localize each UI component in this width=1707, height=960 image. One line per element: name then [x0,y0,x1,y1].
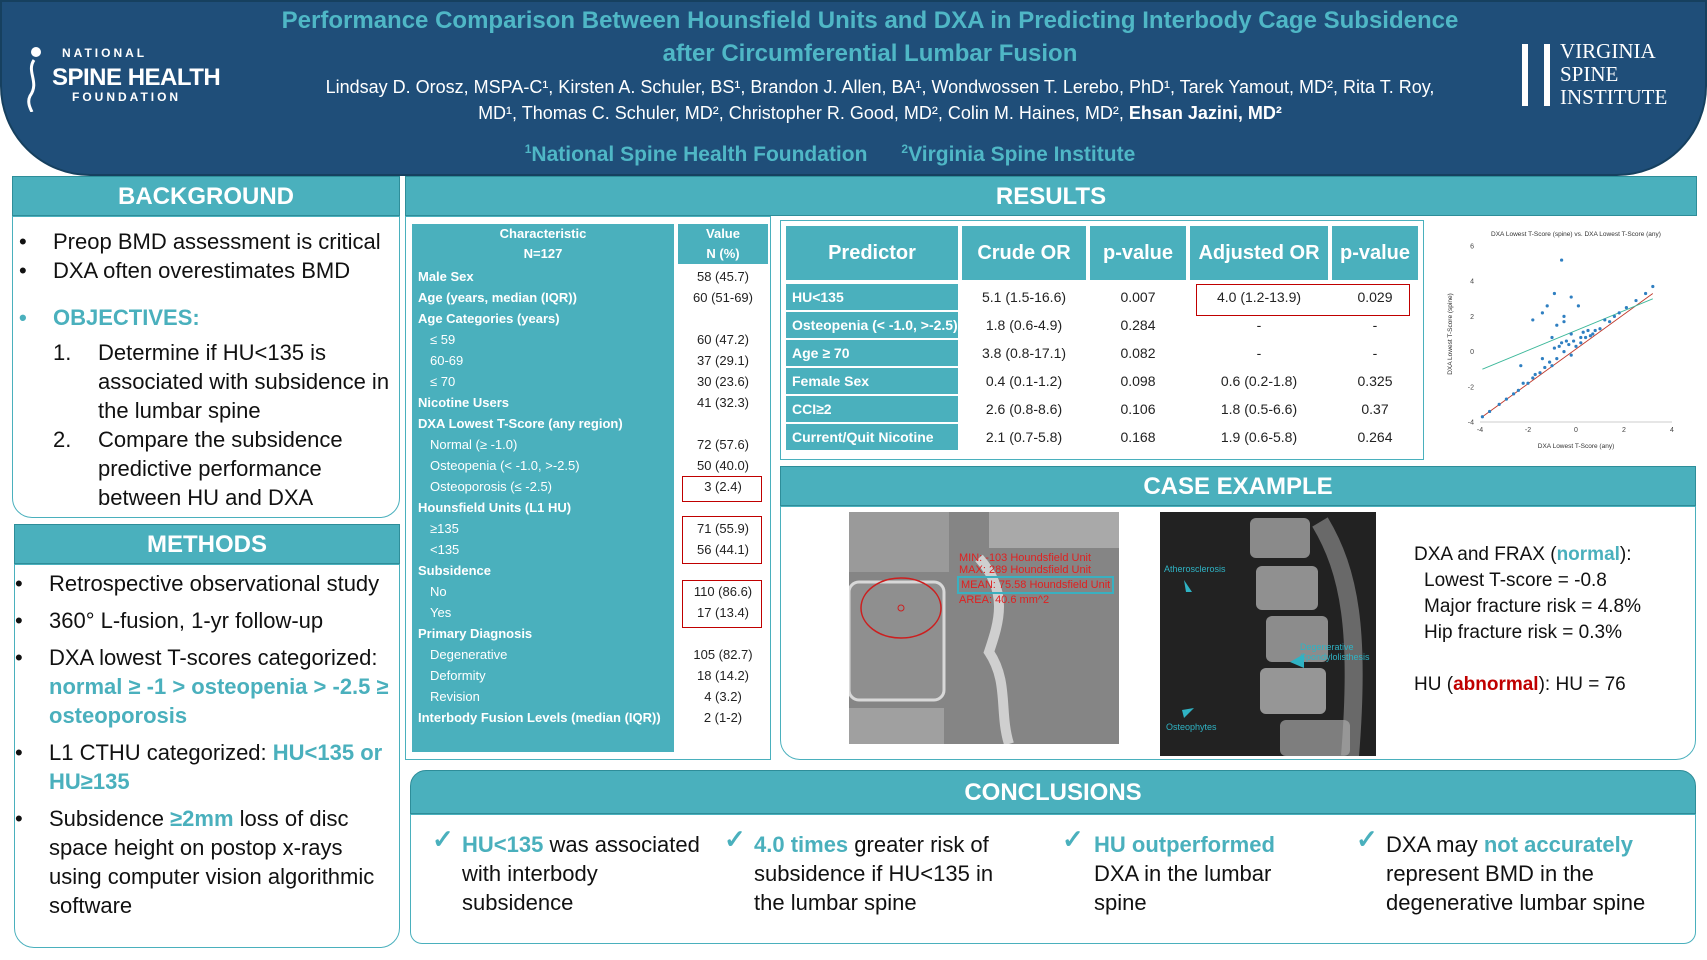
y-tick-label: -4 [1467,419,1474,427]
scatter-point [1608,320,1611,323]
scatter-point [1498,403,1501,406]
ct-scan-image [849,512,1119,744]
scatter-point [1558,345,1561,348]
demo-row [412,371,768,392]
ct-max-label: MAX: 289 Houndsfield Unit [959,564,1092,576]
or-cell: 0.264 [1357,429,1393,445]
or-header-adjusted: Adjusted OR [1190,226,1328,280]
demo-row-value: 60 (51-69) [693,290,753,305]
conclusion-2: 4.0 times greater risk of subsidence if HU<135 in the lumbar spine [754,832,994,915]
scatter-point [1555,324,1558,327]
demo-row-label: Yes [430,605,452,620]
demo-row-value: 56 (44.1) [696,542,750,557]
demo-row [412,665,768,686]
scatter-point [1517,389,1520,392]
scatter-point [1598,327,1601,330]
scatter-point [1555,357,1558,360]
logo-institute: INSTITUTE [1560,85,1668,109]
ct-vertebra-graphic [849,512,1119,744]
odds-ratio-table [786,226,1418,454]
scatter-point [1625,306,1628,309]
check-icon: ✓ [724,824,746,854]
scatter-point [1570,295,1573,298]
or-cell: 0.098 [1120,373,1156,389]
demo-row-value: 50 (40.0) [696,458,750,473]
demo-row [412,707,768,728]
scatter-point [1565,339,1568,342]
or-cell: 0.007 [1120,289,1156,305]
or-cell: 1.8 (0.5-6.6) [1220,401,1298,417]
demo-row-label: Revision [430,689,480,704]
y-tick-label: 0 [1470,349,1474,357]
or-predictor-label: Female Sex [786,368,958,394]
scatter-point [1526,382,1529,385]
scatter-point [1531,376,1534,379]
demo-row-value: 58 (45.7) [696,269,750,284]
scatter-point [1505,398,1508,401]
scatter-point [1548,361,1551,364]
scatter-point [1553,292,1556,295]
y-tick-label: 6 [1470,243,1474,251]
scatter-point [1613,315,1616,318]
demo-row [412,329,768,350]
scatter-point [1553,346,1556,349]
demo-row-value: 41 (32.3) [696,395,750,410]
x-tick-label: 0 [1574,427,1578,434]
demo-header-value: Value [706,226,740,241]
demo-row-label: No [430,584,447,599]
demo-row-label: <135 [430,542,460,557]
logo-virginia: VIRGINIA [1560,39,1656,63]
scatter-point [1634,299,1637,302]
tscore-scatter-chart [1440,226,1690,460]
or-cell: 0.106 [1120,401,1156,417]
demo-row-label: ≤ 70 [430,374,456,389]
or-cell: 2.1 (0.7-5.8) [985,429,1063,445]
or-header-predictor: Predictor [786,226,958,280]
demo-row-label: Deformity [430,668,486,683]
or-cell: 0.37 [1361,401,1389,417]
affil-1-sup: 1 [524,142,532,156]
or-cell: 0.4 (0.1-1.2) [985,373,1063,389]
objectives-heading: • OBJECTIVES: [13,303,399,332]
scatter-point [1579,336,1582,339]
demo-row [412,350,768,371]
poster-title [260,4,1480,70]
or-header-p2: p-value [1332,226,1418,280]
demo-row-value: 110 (86.6) [693,584,753,599]
scatter-point [1594,329,1597,332]
or-cell: - [1372,317,1378,333]
scatter-point [1531,318,1534,321]
demo-row-label: Primary Diagnosis [418,626,533,641]
scatter-point [1586,329,1589,332]
title-line-1: Performance Comparison Between Hounsfield Units and DXA in Predicting Interbody Cage Subsidence [281,7,1459,34]
xray-spine-graphic [1160,512,1376,756]
or-header-crude: Crude OR [962,226,1086,280]
scatter-point [1582,331,1585,334]
or-cell: 5.1 (1.5-16.6) [981,289,1067,305]
scatter-point [1591,332,1594,335]
demo-row-label: 60-69 [430,353,464,368]
x-tick-label: -4 [1476,427,1484,434]
background-panel [12,216,400,518]
methods-bullet-1: • Retrospective observational study [9,569,399,598]
or-cell: 0.168 [1120,429,1156,445]
demo-row-label: Degenerative [430,647,508,662]
logo-spine: SPINE [1560,62,1619,86]
methods-bullet-3: • DXA lowest T-scores categorized: normal ≥ -1 > osteopenia > -2.5 ≥ osteoporosis [9,643,399,730]
scatter-point [1562,350,1565,353]
vsi-mark-icon [1522,44,1550,106]
scatter-point [1534,373,1537,376]
methods-bullet-2: • 360° L-fusion, 1-yr follow-up [9,606,399,635]
authors-line-2: MD¹, Thomas C. Schuler, MD², Christopher R. Good, MD², Colin M. Haines, MD², [478,103,1129,123]
or-cell: 0.284 [1120,317,1156,333]
or-predictor-label: Age ≥ 70 [786,340,958,366]
demo-row-label: ≤ 59 [430,332,456,347]
spine-figure-icon [22,46,48,112]
or-cell: - [1372,345,1378,361]
highlight-box-osteoporosis [682,476,762,502]
demo-row-value: 18 (14.2) [696,668,750,683]
xray-label-osteophytes: Osteophytes [1166,722,1217,732]
scatter-point [1603,318,1606,321]
objective-2: 2. Compare the subsidence predictive performance between HU and DXA [53,427,343,510]
scatter-point [1488,410,1491,413]
case-example-heading: CASE EXAMPLE [780,466,1696,506]
scatter-point [1519,364,1522,367]
or-cell: 0.6 (0.2-1.8) [1220,373,1298,389]
or-cell: 0.325 [1357,373,1393,389]
or-cell: 4.0 (1.2-13.9) [1216,289,1302,305]
demo-row [412,434,768,455]
demo-row [412,287,768,308]
vsi-logo [1522,40,1682,110]
scatter-point [1543,366,1546,369]
methods-heading: METHODS [14,524,400,564]
highlight-box-subsidence [682,580,762,628]
demo-row-label: DXA Lowest T-Score (any region) [418,416,623,431]
or-cell: 3.8 (0.8-17.1) [981,345,1067,361]
scatter-point [1584,336,1587,339]
demo-row-label: Osteopenia (< -1.0, >-2.5) [430,458,580,473]
demo-row-value: 17 (13.4) [696,605,750,620]
or-predictor-label: Osteopenia (< -1.0, >-2.5) [786,312,958,338]
ct-mean-label: MEAN: 75.58 Houndsfield Unit [957,576,1114,594]
background-heading: BACKGROUND [12,176,400,216]
hu-line: HU (abnormal): HU = 76 [1414,674,1626,695]
demo-row [412,392,768,413]
demo-row-label: Age Categories (years) [418,311,560,326]
demographics-table [412,224,768,752]
scatter-point [1570,354,1573,357]
demo-row-value: 60 (47.2) [696,332,750,347]
affiliation-2: Virginia Spine Institute [908,143,1136,166]
demo-row-label: Normal (≥ -1.0) [430,437,518,452]
chart-title: DXA Lowest T-Score (spine) vs. DXA Lowest T-Score (any) [1491,231,1661,238]
scatter-point [1550,364,1553,367]
check-icon: ✓ [432,824,454,854]
scatter-point [1651,285,1654,288]
major-fracture-line: Major fracture risk = 4.8% [1424,596,1641,617]
demo-row-value: 72 (57.6) [696,437,750,452]
scatter-point [1550,336,1553,339]
logo-spine-health: SPINE HEALTH [52,64,221,91]
demo-row-value: 3 (2.4) [704,479,742,494]
scatter-point [1562,315,1565,318]
scatter-point [1618,311,1621,314]
demo-header-characteristic: Characteristic [499,226,587,241]
authors-line-1: Lindsay D. Orosz, MSPA-C¹, Kirsten A. Schuler, BS¹, Brandon J. Allen, BA¹, Wondwossen T. Lerebo, PhD¹, Tarek Yamout, MD², Rita T. Roy, [325,77,1435,97]
background-bullet-2: • DXA often overestimates BMD [13,256,399,285]
nshf-logo [22,46,232,116]
dxa-frax-line: DXA and FRAX (normal): [1414,544,1632,565]
affiliations [500,142,1160,167]
presenting-author: Ehsan Jazini, MD² [1128,103,1282,123]
demo-row-label: Subsidence [418,563,491,578]
background-bullet-1: • Preop BMD assessment is critical [13,227,399,256]
demo-row-label: Age (years, median (IQR)) [418,290,577,305]
demo-row-label: Interbody Fusion Levels (median (IQR)) [418,710,661,725]
scatter-point [1577,304,1580,307]
scatter-point [1574,345,1577,348]
affiliation-1: National Spine Health Foundation [531,143,868,166]
conclusion-4: DXA may not accurately represent BMD in the degenerative lumbar spine [1386,832,1646,915]
scatter-point [1560,258,1563,261]
ct-area-label: AREA: 40.6 mm^2 [959,594,1050,606]
demo-row-value: 71 (55.9) [696,521,750,536]
affil-2-sup: 2 [901,142,909,156]
author-list [280,74,1480,126]
demo-row-label: Male Sex [418,269,474,284]
scatter-point [1538,371,1541,374]
demo-row [412,686,768,707]
conclusions-heading: CONCLUSIONS [410,770,1696,814]
or-cell: - [1256,317,1262,333]
xray-image [1160,512,1376,756]
conclusion-1: HU<135 was associated with interbody subsidence [462,832,700,915]
or-header-p1: p-value [1090,226,1186,280]
demo-row-label: Hounsfield Units (L1 HU) [418,500,572,515]
or-cell: 0.029 [1357,289,1393,305]
demo-row-value: 37 (29.1) [696,353,750,368]
check-icon: ✓ [1356,824,1378,854]
demo-row-label: Osteoporosis (≤ -2.5) [430,479,553,494]
demo-row-value: 2 (1-2) [703,710,743,725]
highlight-box-adjusted-hu [1196,284,1410,316]
or-cell: 1.8 (0.6-4.9) [985,317,1063,333]
demo-row-value: 105 (82.7) [693,647,753,662]
scatter-point [1570,332,1573,335]
x-axis-label: DXA Lowest T-Score (any) [1537,443,1615,450]
demo-header-unit: N (%) [706,246,740,261]
scatter-point [1512,392,1515,395]
scatter-point [1579,341,1582,344]
scatter-point [1541,357,1544,360]
demo-row-value: 30 (23.6) [696,374,750,389]
demo-header-n: N=127 [523,246,563,261]
xray-label-spondylolisthesis: Spondylolisthesis [1300,652,1370,662]
y-tick-label: 2 [1470,313,1474,321]
demo-row [412,266,768,287]
methods-bullet-5: • Subsidence ≥2mm loss of disc space height on postop x-rays using computer vision algorithmic software [9,804,399,920]
scatter-point [1541,311,1544,314]
or-cell: 0.082 [1120,345,1156,361]
case-example-text [1414,542,1674,698]
scatter-point [1522,382,1525,385]
objective-1: 1. Determine if HU<135 is associated with subsidence in the lumbar spine [53,340,390,423]
ct-min-label: MIN: -103 Houndsfield Unit [959,552,1092,564]
x-tick-label: 4 [1670,427,1674,434]
hip-fracture-line: Hip fracture risk = 0.3% [1424,622,1622,643]
demo-row [412,308,768,329]
title-line-2: after Circumferential Lumbar Fusion [662,40,1078,67]
conclusion-3: HU outperformed DXA in the lumbar spine [1094,832,1275,915]
x-tick-label: 2 [1622,427,1626,434]
demo-row-label: ≥135 [430,521,459,536]
demo-row [412,644,768,665]
identity-line [1482,294,1652,417]
fit-line [1482,299,1652,369]
xray-label-degenerative: Degenerative [1300,642,1354,652]
or-cell: 1.9 (0.6-5.8) [1220,429,1298,445]
or-predictor-label: Current/Quit Nicotine [786,424,958,450]
check-icon: ✓ [1062,824,1084,854]
scatter-point [1562,320,1565,323]
or-cell: - [1256,345,1262,361]
results-heading: RESULTS [405,176,1697,216]
logo-foundation: FOUNDATION [72,90,182,104]
scatter-plot [1440,226,1690,460]
scatter-point [1560,341,1563,344]
xray-label-atherosclerosis: Atherosclerosis [1164,564,1226,574]
logo-national: NATIONAL [62,46,148,60]
scatter-point [1567,343,1570,346]
or-predictor-label: HU<135 [786,284,958,310]
or-predictor-label: CCI≥2 [786,396,958,422]
y-tick-label: 4 [1470,278,1474,286]
demo-row-value: 4 (3.2) [704,689,742,704]
scatter-point [1572,339,1575,342]
x-tick-label: -2 [1524,427,1532,434]
methods-bullet-4: • L1 CTHU categorized: HU<135 or HU≥135 [9,738,399,796]
scatter-point [1546,304,1549,307]
demo-row [412,455,768,476]
y-axis-label: DXA Lowest T-Score (spine) [1447,293,1454,375]
t-score-line: Lowest T-score = -0.8 [1424,570,1607,591]
demo-row-label: Nicotine Users [418,395,510,410]
highlight-box-hu [682,516,762,564]
demo-row [412,413,768,434]
or-cell: 2.6 (0.8-8.6) [985,401,1063,417]
scatter-point [1481,415,1484,418]
methods-panel [14,564,400,948]
y-tick-label: -2 [1467,384,1474,392]
scatter-point [1644,292,1647,295]
